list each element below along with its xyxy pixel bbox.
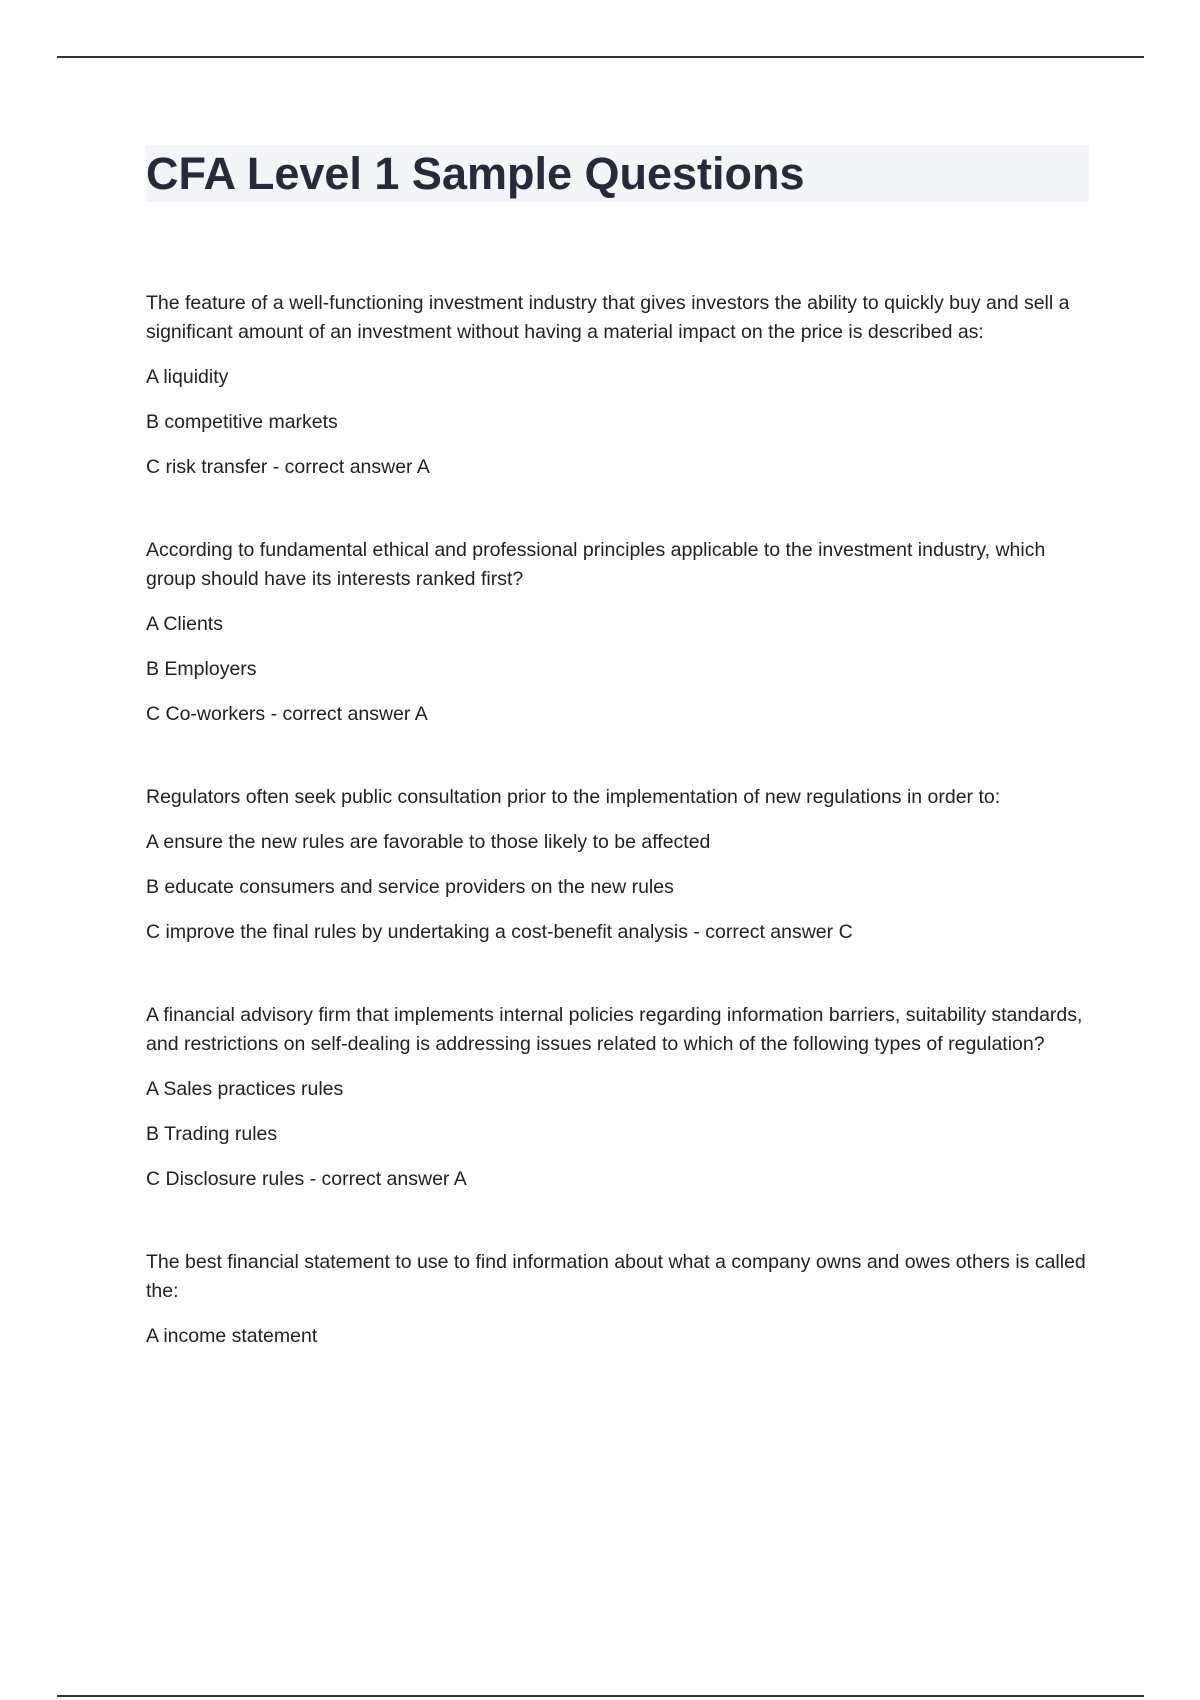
answer-option: A ensure the new rules are favorable to those likely to be affected bbox=[146, 831, 711, 853]
question-text: According to fundamental ethical and professional principles applicable to the investment industry, which group should have its interests ranked first? bbox=[146, 539, 1046, 590]
question-block bbox=[146, 783, 1086, 947]
top-rule bbox=[57, 56, 1144, 58]
answer-option: C risk transfer - correct answer A bbox=[146, 456, 430, 478]
question-text: The best financial statement to use to find information about what a company owns and owes others is called the: bbox=[146, 1251, 1086, 1302]
question-text: Regulators often seek public consultation prior to the implementation of new regulations in order to: bbox=[146, 786, 1001, 808]
question-block bbox=[146, 536, 1086, 729]
question-text: The feature of a well-functioning investment industry that gives investors the ability to quickly buy and sell a significant amount of an investment without having a material impact on the price is described as: bbox=[146, 292, 1070, 343]
answer-option: B competitive markets bbox=[146, 411, 338, 433]
answer-option: B Employers bbox=[146, 658, 257, 680]
answer-option: B Trading rules bbox=[146, 1123, 278, 1145]
question-block bbox=[146, 289, 1086, 482]
question-block bbox=[146, 1001, 1086, 1194]
answer-option: A Sales practices rules bbox=[146, 1078, 344, 1100]
bottom-rule bbox=[57, 1695, 1144, 1697]
answer-option: C improve the final rules by undertaking a cost-benefit analysis - correct answer C bbox=[146, 921, 853, 943]
question-text: A financial advisory firm that implements internal policies regarding information barriers, suitability standards, and restrictions on self-dealing is addressing issues related to which of the following types of regulation? bbox=[146, 1004, 1083, 1055]
page-title: CFA Level 1 Sample Questions bbox=[146, 148, 805, 199]
answer-option: A Clients bbox=[146, 613, 223, 635]
answer-option: A liquidity bbox=[146, 366, 229, 388]
answer-option: C Disclosure rules - correct answer A bbox=[146, 1168, 467, 1190]
question-block bbox=[146, 1248, 1086, 1351]
questions-list bbox=[146, 289, 1086, 1405]
answer-option: C Co-workers - correct answer A bbox=[146, 703, 428, 725]
answer-option: B educate consumers and service providers on the new rules bbox=[146, 876, 674, 898]
answer-option: A income statement bbox=[146, 1325, 318, 1347]
